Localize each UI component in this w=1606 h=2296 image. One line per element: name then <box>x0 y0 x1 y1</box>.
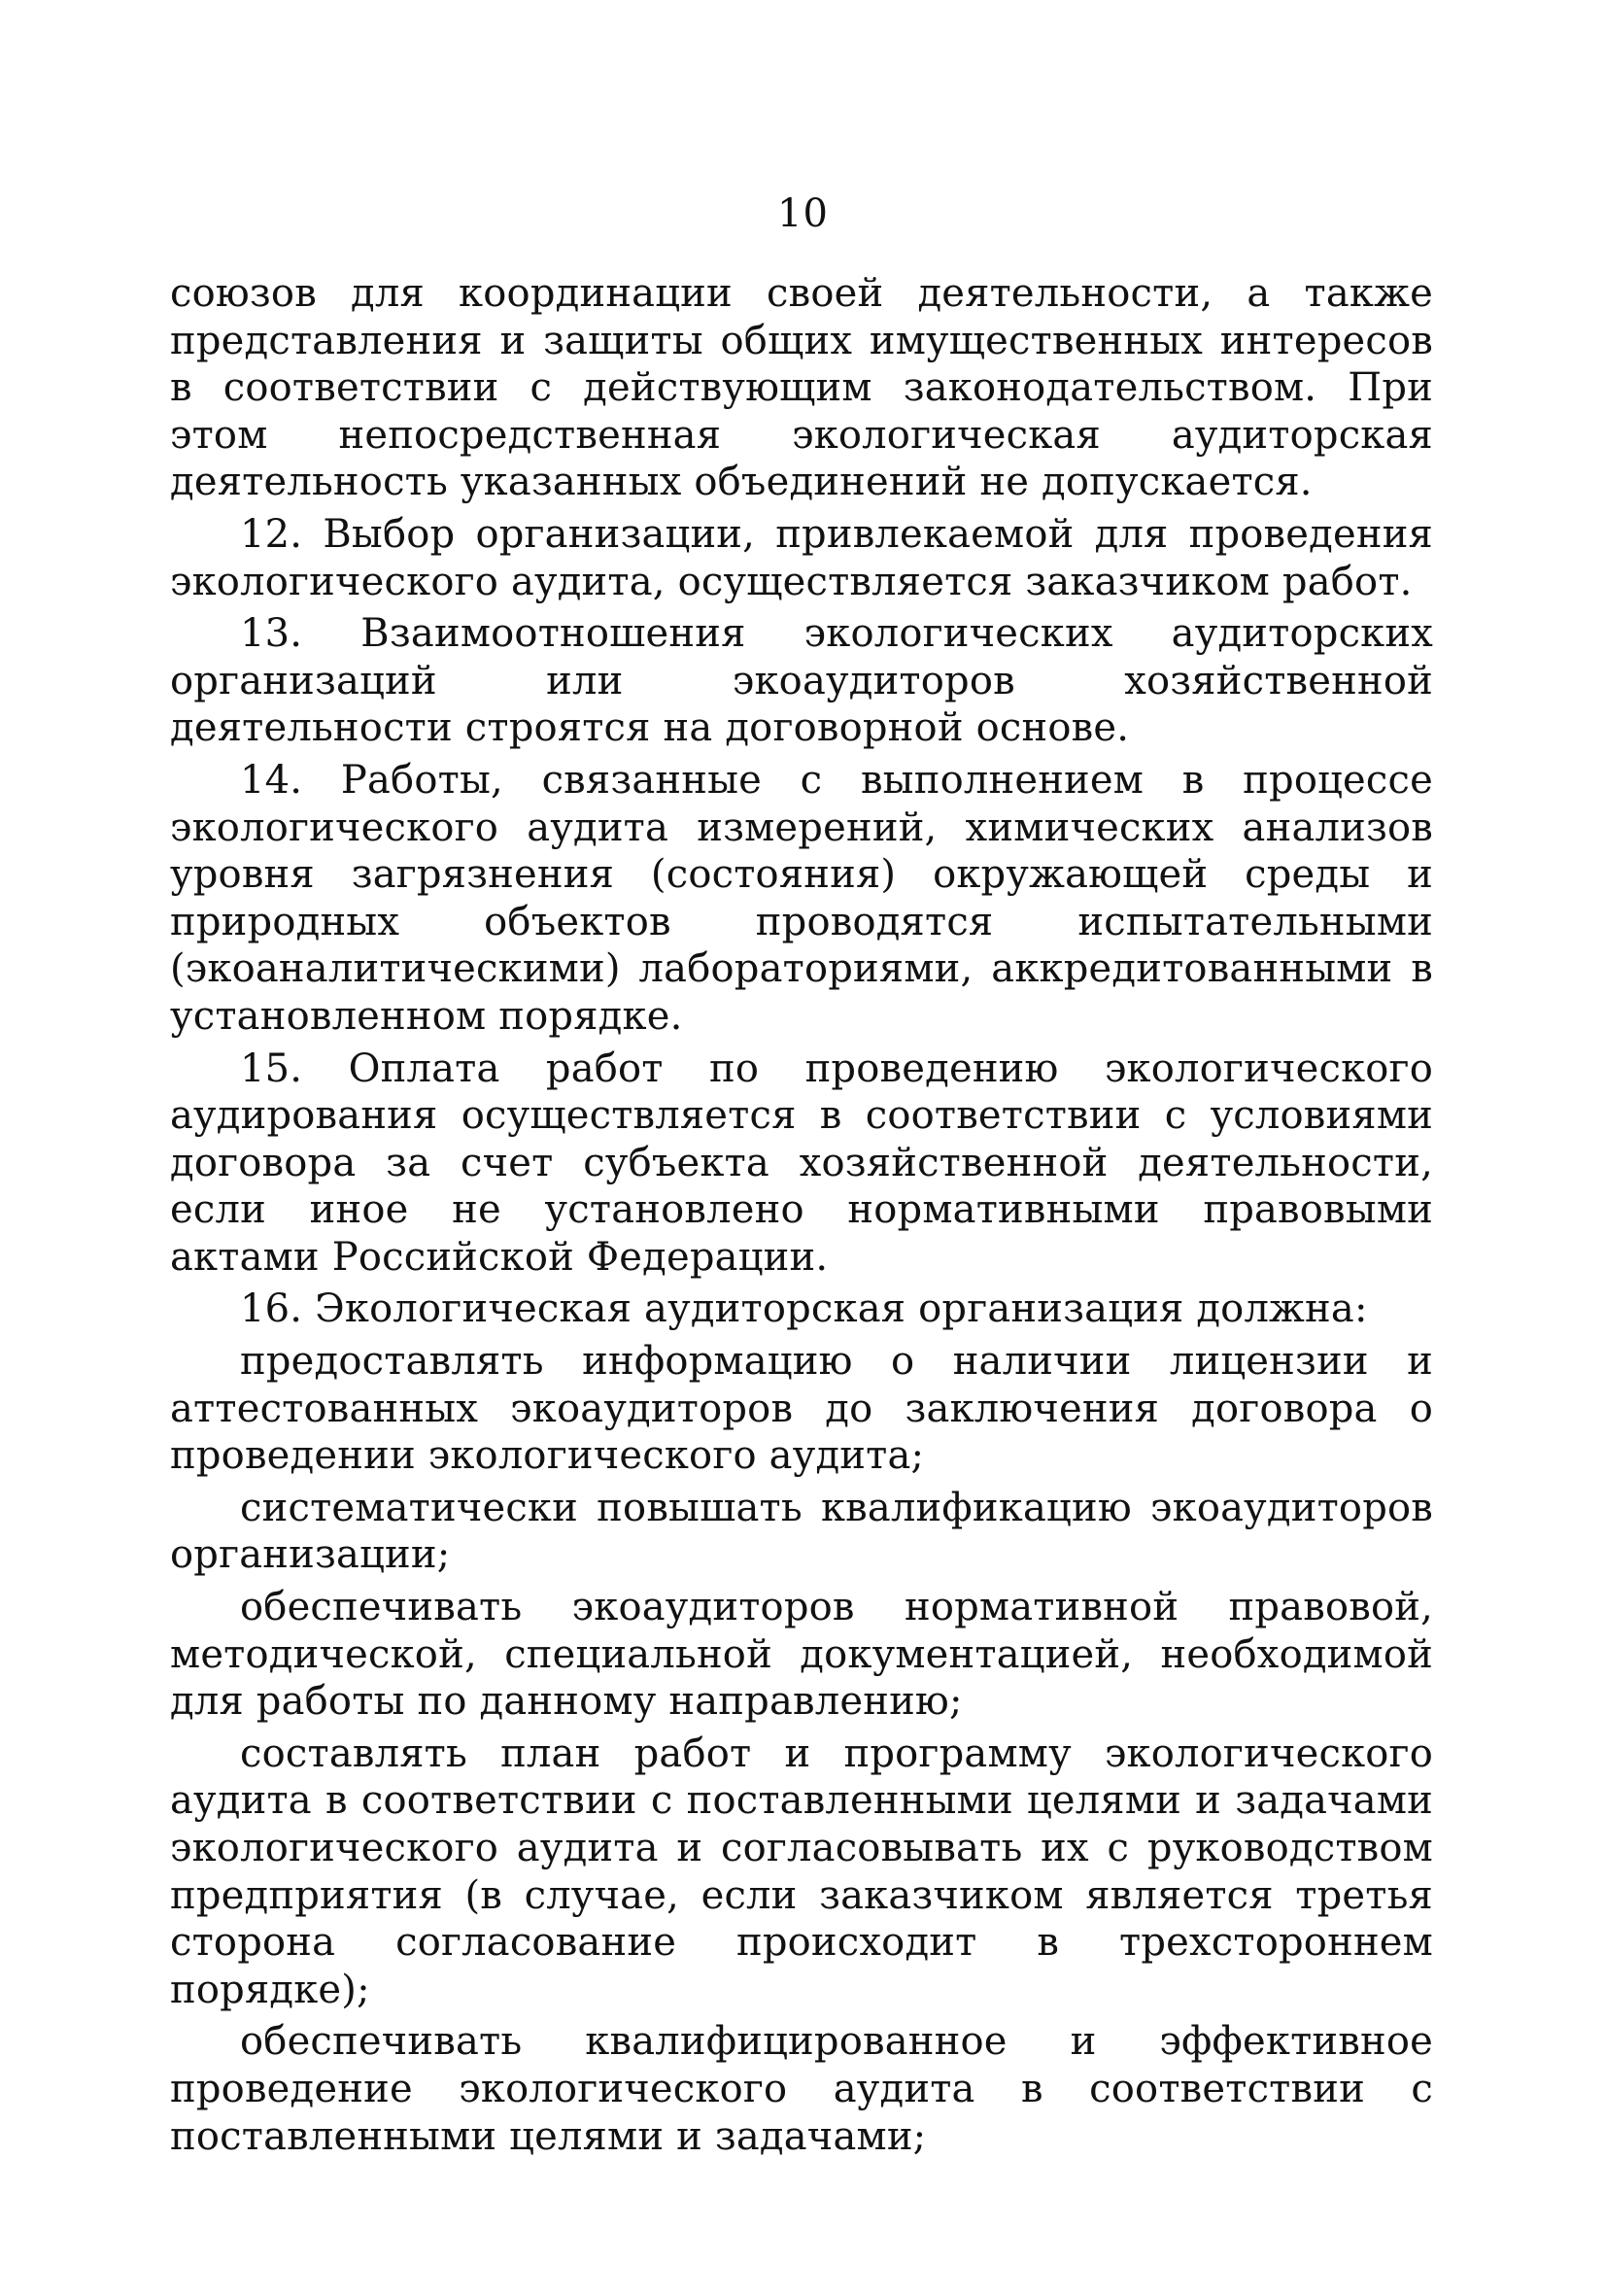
paragraph-13: 13. Взаимоотношения экологических аудиторских организаций или экоаудиторов хозяйственной деятельности строятся на договорной основе. <box>170 611 1433 751</box>
list-item: обеспечивать экоаудиторов нормативной правовой, методической, специальной документацией, необходимой для работы по данному направлению; <box>170 1585 1433 1725</box>
paragraph-12: 12. Выбор организации, привлекаемой для проведения экологического аудита, осуществляется заказчиком работ. <box>170 511 1433 604</box>
list-item: составлять план работ и программу экологического аудита в соответствии с поставленными целями и задачами экологического аудита и согласовывать их с руководством предприятия (в случае, если заказчиком является третья сторона согласование происходит в трехстороннем порядке); <box>170 1731 1433 2012</box>
paragraph-16: 16. Экологическая аудиторская организация должна: <box>240 1286 1368 1332</box>
page-number: 10 <box>777 191 829 236</box>
list-item: обеспечивать квалифицированное и эффективное проведение экологического аудита в соответствии с поставленными целями и задачами; <box>170 2019 1433 2159</box>
list-item: предоставлять информацию о наличии лицензии и аттестованных экоаудиторов до заключения договора о проведении экологического аудита; <box>170 1339 1433 1479</box>
list-item: систематически повышать квалификацию экоаудиторов организации; <box>170 1485 1433 1578</box>
paragraph-continuation: союзов для координации своей деятельности, а также представления и защиты общих имущественных интересов в соответствии с действующим законодательством. При этом непосредственная экологическая аудиторская деятельность указанных объединений не допускается. <box>170 271 1433 505</box>
paragraph-14: 14. Работы, связанные с выполнением в процессе экологического аудита измерений, химических анализов уровня загрязнения (состояния) окружающей среды и природных объектов проводятся испытательными (экоаналитическими) лабораториями, аккредитованными в установленном порядке. <box>170 757 1433 1039</box>
paragraph-15: 15. Оплата работ по проведению экологического аудирования осуществляется в соответствии с условиями договора за счет субъекта хозяйственной деятельности, если иное не установлено нормативными правовыми актами Российской Федерации. <box>170 1045 1433 1280</box>
body-text <box>170 270 1433 2160</box>
